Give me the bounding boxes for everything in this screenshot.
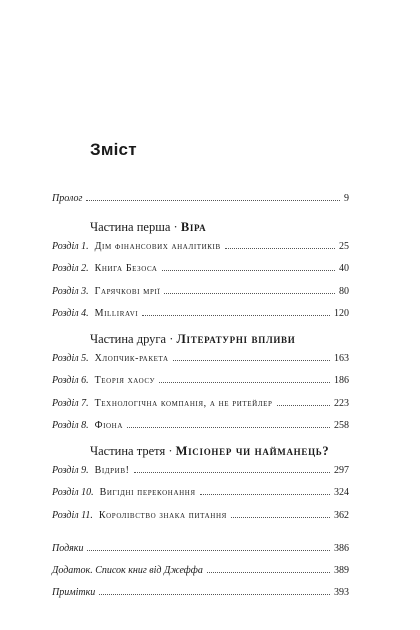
dot-leader xyxy=(134,471,330,473)
toc-entry-chapter-3[interactable] xyxy=(52,281,349,297)
dot-leader xyxy=(87,549,330,551)
chapter-label: Розділ 1. xyxy=(52,241,89,252)
page-number: 163 xyxy=(334,353,349,364)
dot-leader xyxy=(277,404,330,406)
chapter-title: Вигідні переконання xyxy=(99,487,196,498)
chapter-title: Дім фінансових аналітиків xyxy=(94,241,221,252)
toc-entry-acknowledgements[interactable] xyxy=(52,538,349,554)
chapter-title: Теорія хаосу xyxy=(94,375,156,386)
chapter-label: Розділ 3. xyxy=(52,286,89,297)
dot-leader xyxy=(231,516,330,518)
page-number: 40 xyxy=(339,263,349,274)
page-number: 297 xyxy=(334,465,349,476)
chapter-label: Розділ 9. xyxy=(52,465,89,476)
toc-entry-chapter-9[interactable] xyxy=(52,460,349,476)
toc-entry-chapter-7[interactable] xyxy=(52,393,349,409)
page-number: 9 xyxy=(344,193,349,204)
toc-entry-notes[interactable] xyxy=(52,582,349,598)
chapter-title: Фіона xyxy=(94,420,123,431)
toc-entry-chapter-10[interactable] xyxy=(52,482,349,498)
dot-leader xyxy=(127,426,330,428)
chapter-title: Технологічна компанія, а не ритейлер xyxy=(94,398,273,409)
part-prefix: Частина друга · xyxy=(90,332,177,346)
dot-leader xyxy=(142,314,330,316)
toc-entry-chapter-6[interactable] xyxy=(52,370,349,386)
part-heading-3 xyxy=(90,444,329,459)
toc-entry-chapter-11[interactable] xyxy=(52,505,349,521)
dot-leader xyxy=(173,359,330,361)
toc-entry-appendix[interactable] xyxy=(52,560,349,576)
chapter-label: Розділ 4. xyxy=(52,308,89,319)
dot-leader xyxy=(99,593,330,595)
part-title: Місіонер чи найманець? xyxy=(175,444,330,458)
page-number: 389 xyxy=(334,565,349,576)
page-number: 25 xyxy=(339,241,349,252)
page-number: 120 xyxy=(334,308,349,319)
entry-label: Пролог xyxy=(52,193,83,204)
page-number: 186 xyxy=(334,375,349,386)
part-heading-1 xyxy=(90,220,206,235)
dot-leader xyxy=(159,381,330,383)
toc-entry-chapter-5[interactable] xyxy=(52,348,349,364)
entry-label: Подяки xyxy=(52,543,84,554)
chapter-label: Розділ 7. xyxy=(52,398,89,409)
dot-leader xyxy=(164,292,335,294)
page-number: 258 xyxy=(334,420,349,431)
toc-entry-chapter-8[interactable] xyxy=(52,415,349,431)
dot-leader xyxy=(207,571,330,573)
dot-leader xyxy=(162,269,335,271)
chapter-title: Хлопчик-ракета xyxy=(94,353,169,364)
chapter-label: Розділ 6. xyxy=(52,375,89,386)
dot-leader xyxy=(200,493,330,495)
chapter-label: Розділ 11. xyxy=(52,510,93,521)
dot-leader xyxy=(86,199,340,201)
dot-leader xyxy=(225,247,335,249)
entry-label: Примітки xyxy=(52,587,96,598)
page-number: 324 xyxy=(334,487,349,498)
chapter-label: Розділ 5. xyxy=(52,353,89,364)
part-prefix: Частина перша · xyxy=(90,220,181,234)
toc-entry-chapter-4[interactable] xyxy=(52,303,349,319)
chapter-label: Розділ 10. xyxy=(52,487,94,498)
page-number: 386 xyxy=(334,543,349,554)
chapter-title: Відрив! xyxy=(94,465,130,476)
page-number: 223 xyxy=(334,398,349,409)
chapter-title: Milliravi xyxy=(94,308,139,319)
part-heading-2 xyxy=(90,332,295,347)
page-number: 362 xyxy=(334,510,349,521)
toc-entry-chapter-1[interactable] xyxy=(52,236,349,252)
entry-label: Додаток. Список книг від Джеффа xyxy=(52,565,203,576)
part-title: Віра xyxy=(180,220,207,234)
chapter-label: Розділ 2. xyxy=(52,263,89,274)
chapter-title: Королівство знака питання xyxy=(98,510,227,521)
toc-entry-chapter-2[interactable] xyxy=(52,258,349,274)
page-number: 393 xyxy=(334,587,349,598)
chapter-label: Розділ 8. xyxy=(52,420,89,431)
page-number: 80 xyxy=(339,286,349,297)
toc-title: Зміст xyxy=(90,140,137,159)
chapter-title: Книга Безоса xyxy=(94,263,158,274)
toc-entry-prologue[interactable] xyxy=(52,188,349,204)
part-prefix: Частина третя · xyxy=(90,444,176,458)
part-title: Літературні впливи xyxy=(176,332,296,346)
chapter-title: Гарячкові мрії xyxy=(94,286,161,297)
